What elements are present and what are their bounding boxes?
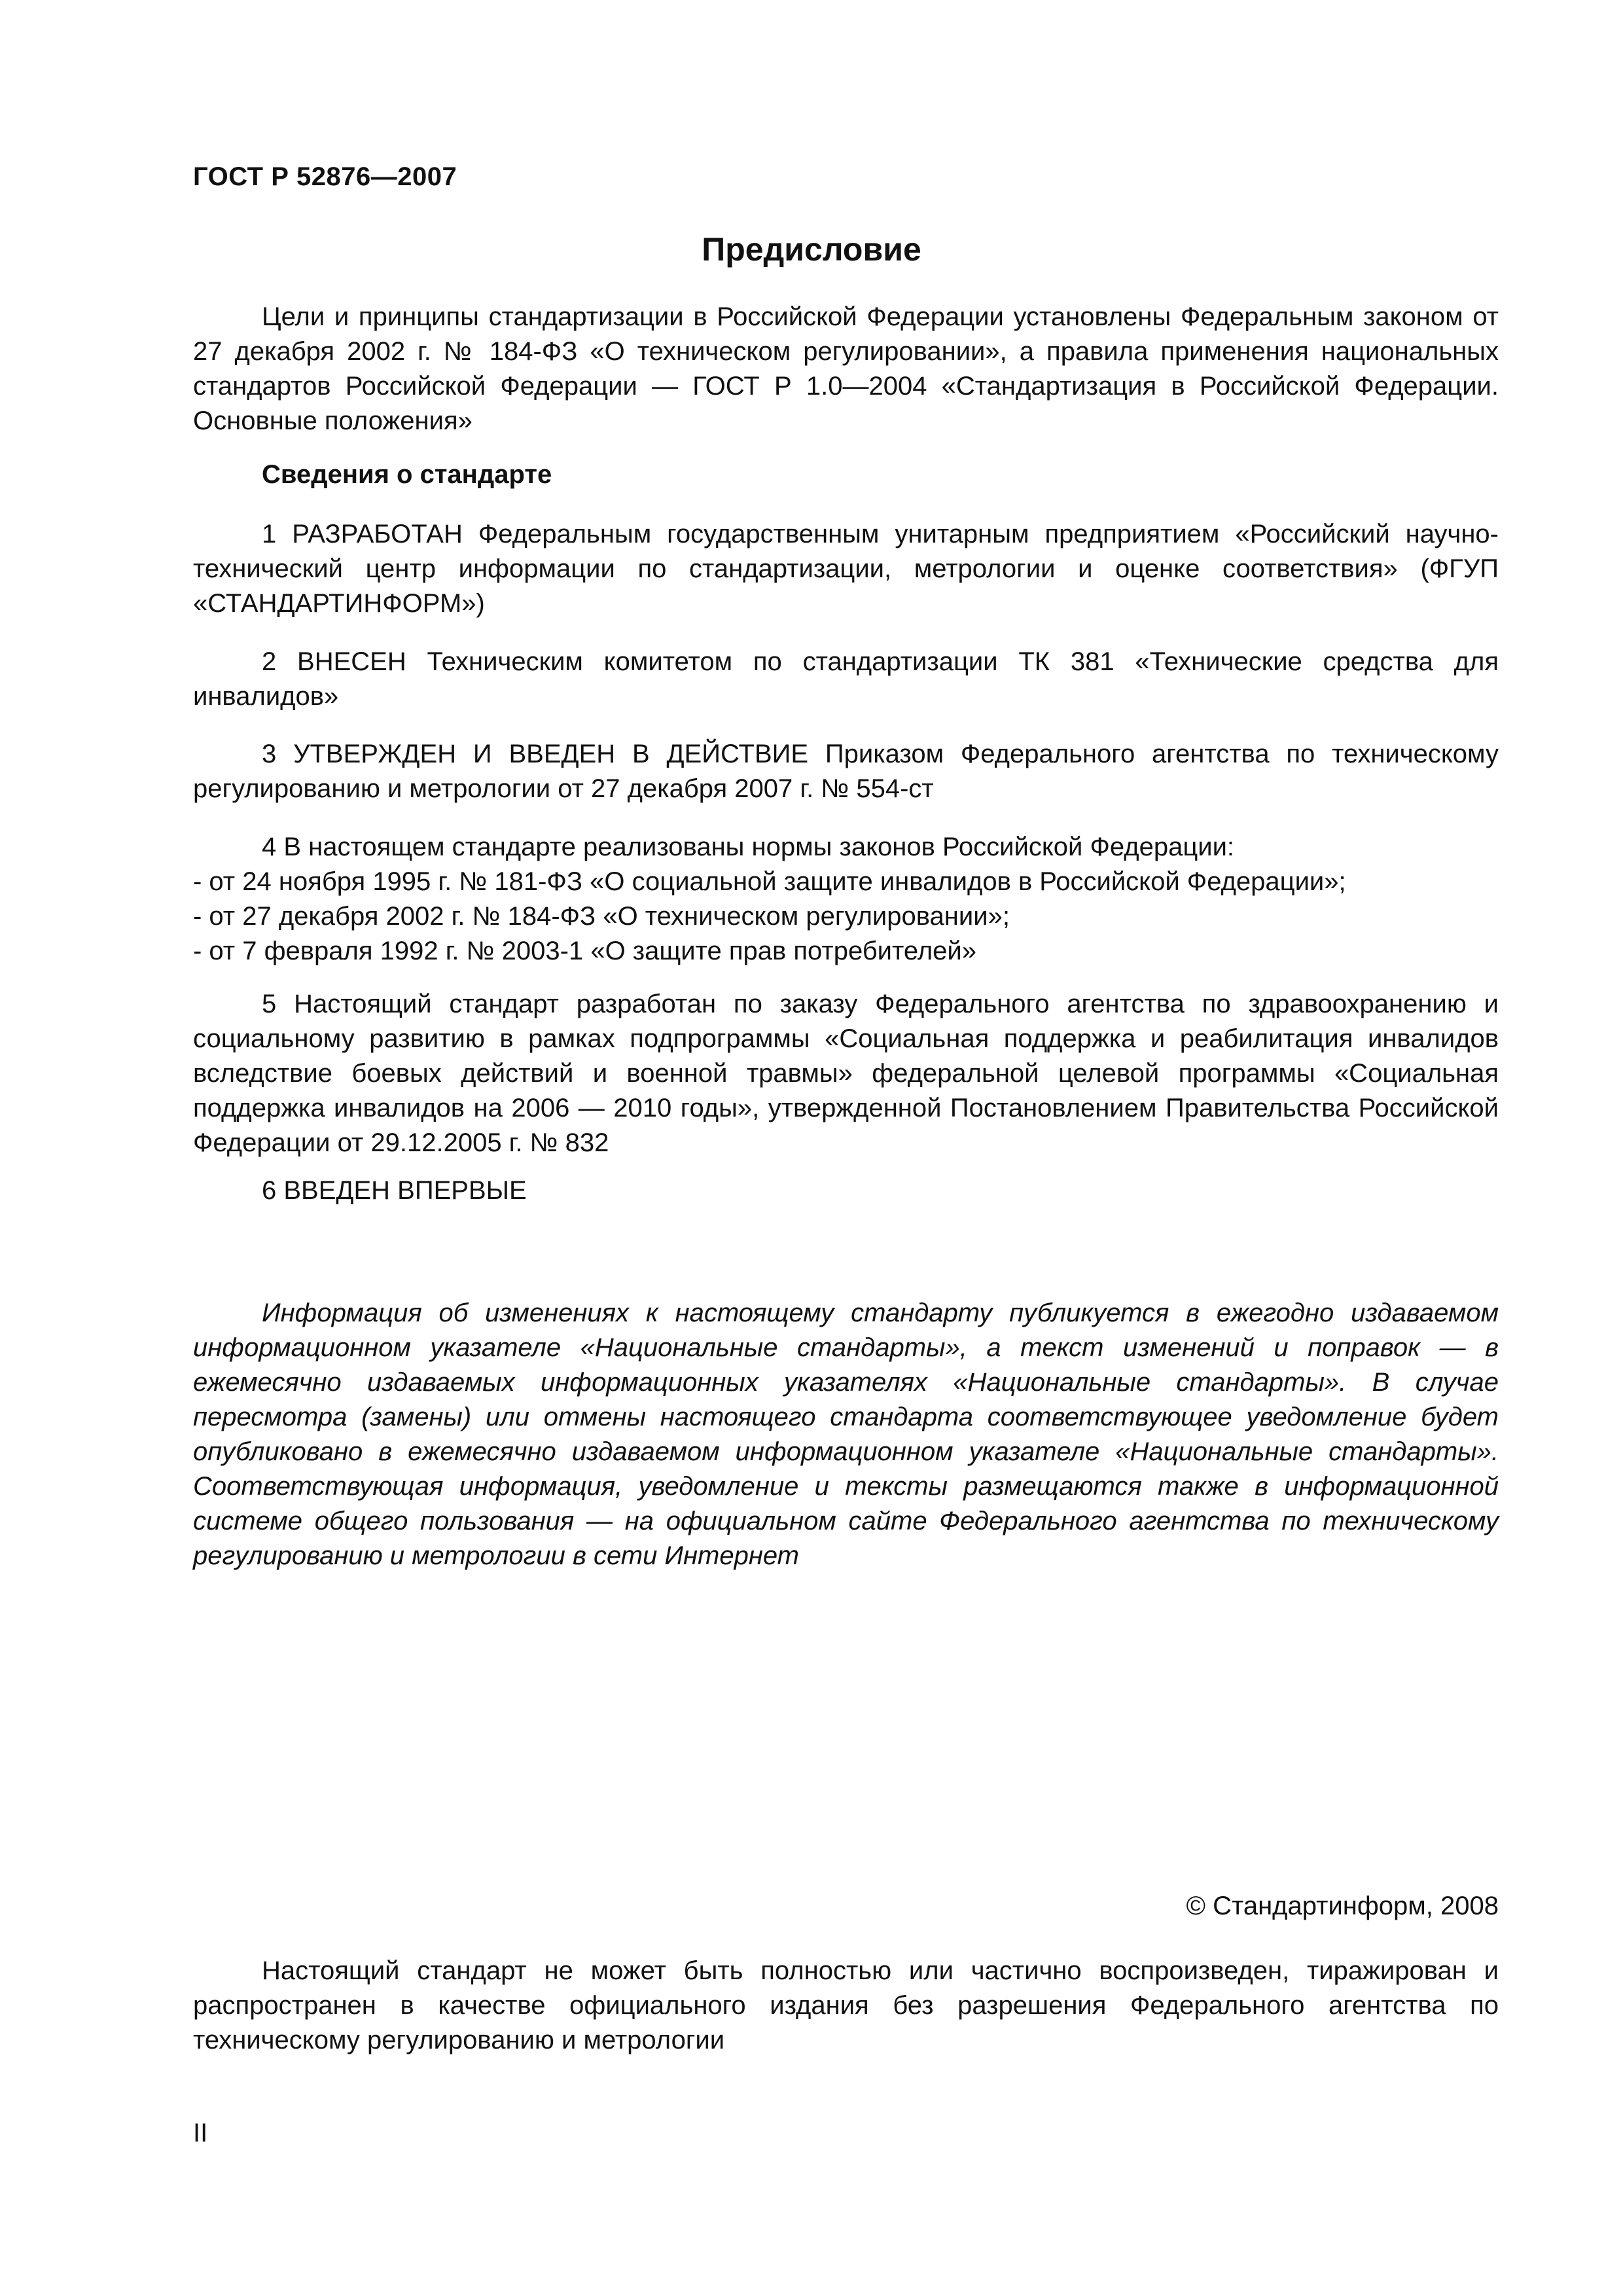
item-5-block: [193, 987, 1499, 1160]
item-2-paragraph: 2 ВНЕСЕН Техническим комитетом по стандартизации ТК 381 «Технические средства для инвалидов»: [193, 647, 1499, 711]
document-code: ГОСТ Р 52876—2007: [193, 162, 457, 191]
section-heading: Сведения о стандарте: [262, 460, 552, 489]
intro-block: [193, 300, 1499, 439]
item-4-law-1: - от 24 ноября 1995 г. № 181-ФЗ «О социальной защите инвалидов в Российской Федерации»;: [193, 867, 1346, 896]
restriction-paragraph: Настоящий стандарт не может быть полностью или частично воспроизведен, тиражирован и распространен в качестве официального издания без разрешения Федерального агентства по техническому регулированию и метрологии: [193, 1956, 1499, 2054]
item-3-paragraph: 3 УТВЕРЖДЕН И ВВЕДЕН В ДЕЙСТВИЕ Приказом Федерального агентства по техническому регулированию и метрологии от 27 декабря 2007 г. № 554-ст: [193, 740, 1499, 803]
notice-block: [193, 1296, 1499, 1573]
item-4-law-2: - от 27 декабря 2002 г. № 184-ФЗ «О техническом регулировании»;: [193, 902, 1010, 931]
copyright-line: © Стандартинформ, 2008: [1186, 1892, 1499, 1920]
notice-paragraph: Информация об изменениях к настоящему стандарту публикуется в ежегодно издаваемом информационном указателе «Национальные стандарты», а текст изменений и поправок — в ежемесячно издаваемых информационных указателях «Национальные стандарты». В случае пересмотра (замены) или отмены настоящего стандарта соответствующее уведомление будет опубликовано в ежемесячно издаваемом информационном указателе «Национальные стандарты». Соответствующая информация, уведомление и тексты размещаются также в информационной системе общего пользования — на официальном сайте Федерального агентства по техническому регулированию и метрологии в сети Интернет: [193, 1299, 1499, 1570]
item-1-block: [193, 517, 1499, 621]
item-6-paragraph: 6 ВВЕДЕН ВПЕРВЫЕ: [262, 1176, 527, 1205]
item-1-paragraph: 1 РАЗРАБОТАН Федеральным государственным унитарным предприятием «Российский научно-технический центр информации по стандартизации, метрологии и оценке соответствия» (ФГУП «СТАНДАРТИНФОРМ»): [193, 520, 1499, 618]
item-6-block: [193, 1174, 1499, 1208]
item-5-paragraph: 5 Настоящий стандарт разработан по заказу Федерального агентства по здравоохранению и социальному развитию в рамках подпрограммы «Социальная поддержка и реабилитация инвалидов вследствие боевых действий и военной травмы» федеральной целевой программы «Социальная поддержка инвалидов на 2006 — 2010 годы», утвержденной Постановлением Правительства Российской Федерации от 29.12.2005 г. № 832: [193, 990, 1499, 1157]
page-title: Предисловие: [702, 231, 921, 268]
restriction-block: [193, 1954, 1499, 2058]
item-4-block: [193, 830, 1499, 969]
item-2-block: [193, 645, 1499, 714]
item-4-lead: 4 В настоящем стандарте реализованы нормы законов Российской Федерации:: [262, 833, 1235, 861]
item-3-block: [193, 737, 1499, 806]
item-4-law-3: - от 7 февраля 1992 г. № 2003-1 «О защите прав потребителей»: [193, 937, 976, 965]
page-number: II: [193, 2119, 208, 2147]
intro-paragraph: Цели и принципы стандартизации в Российской Федерации установлены Федеральным законом от 27 декабря 2002 г. № 184-ФЗ «О техническом регулировании», а правила применения национальных стандартов Российской Федерации — ГОСТ Р 1.0—2004 «Стандартизация в Российской Федерации. Основные положения»: [193, 302, 1499, 435]
